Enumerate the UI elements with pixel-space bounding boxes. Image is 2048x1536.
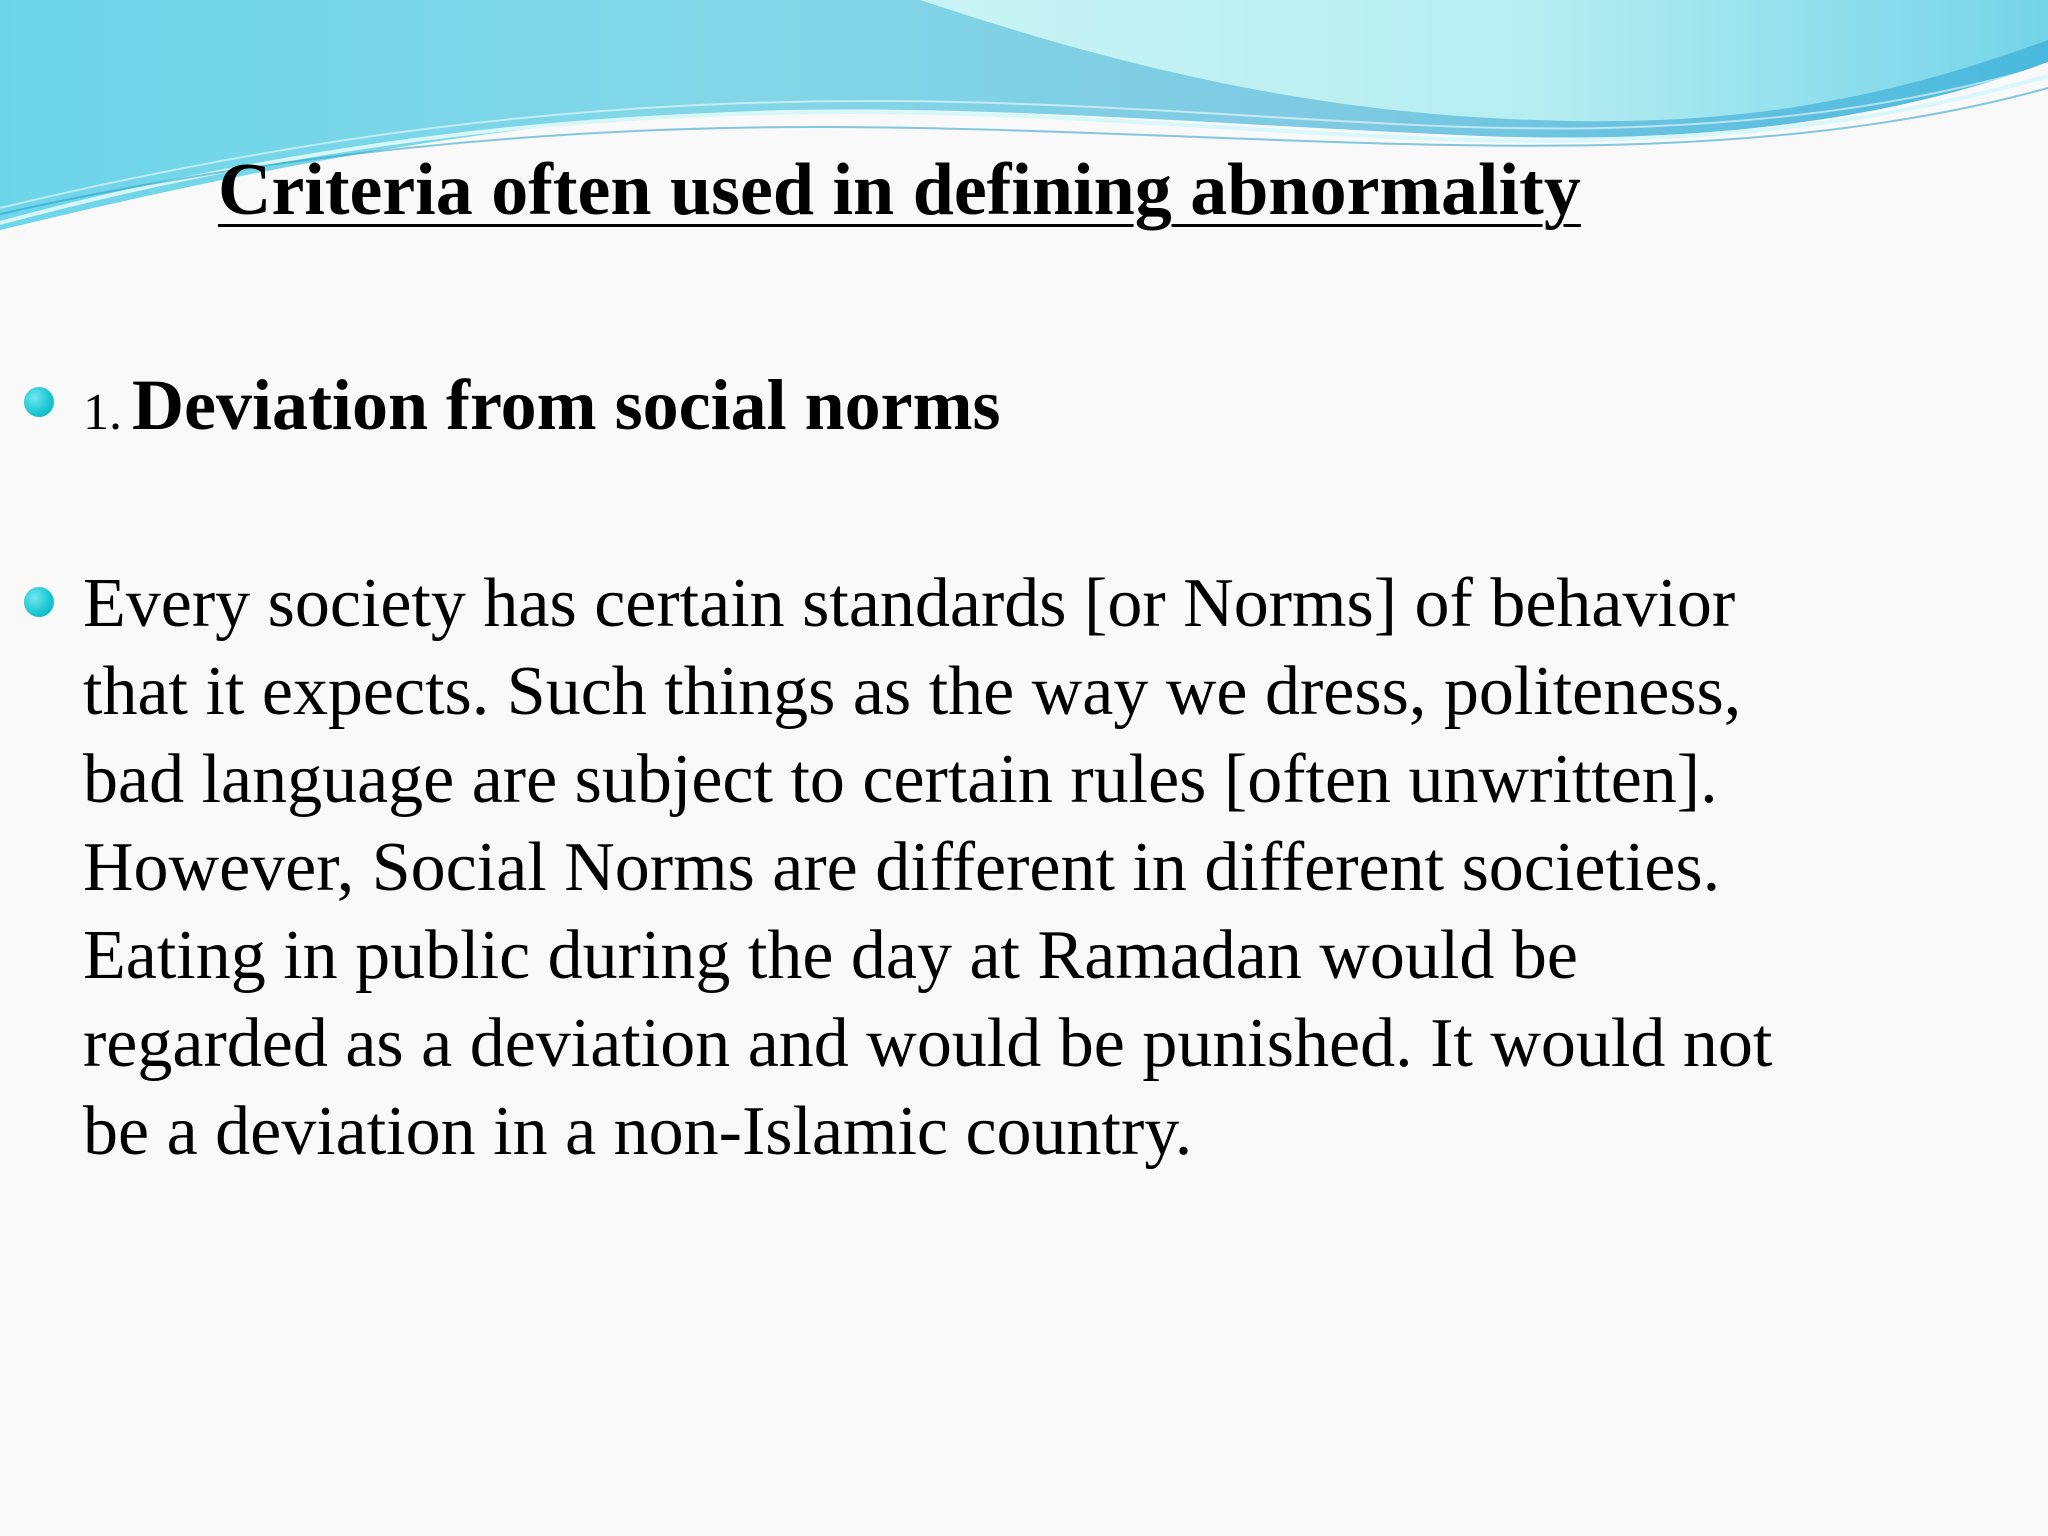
criterion-heading: Deviation from social norms xyxy=(132,365,1001,445)
slide-title: Criteria often used in defining abnormality xyxy=(218,149,1581,231)
description-paragraph: Every society has certain standards [or Norms] of behavior that it expects. Such things as the way we dress, politeness, bad language are subject to certain rules [often unwritten]. However, Social Norms are different in different societies. Eating in public during the day at Ramadan would be regarded as a deviation and would be punished. It would not be a deviation in a non-Islamic country. xyxy=(83,565,1773,1170)
item-number: 1. xyxy=(83,384,122,441)
bullet-icon xyxy=(24,587,54,617)
list-item-description xyxy=(24,560,2019,1180)
heading-text-line xyxy=(83,360,2018,458)
bullet-icon xyxy=(24,387,54,417)
list-item-deviation-heading xyxy=(24,360,2019,450)
